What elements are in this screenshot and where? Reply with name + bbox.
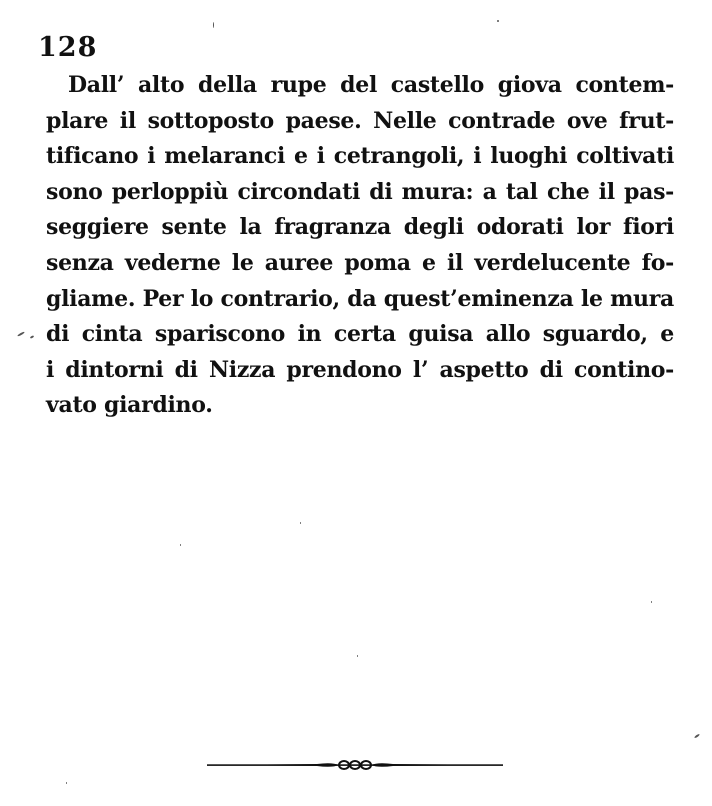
text-line: sono perloppiù circondati di mura: a tal che il pas- [46, 178, 674, 205]
page-number: 128 [38, 32, 98, 63]
paragraph [46, 68, 674, 424]
text-line: vato giardino. [46, 392, 213, 419]
ink-speck [357, 655, 358, 657]
text-line: senza vederne le auree poma e il verdelucente fo- [46, 249, 674, 276]
text-line: Dall’ alto della rupe del castello giova contem- [68, 72, 674, 98]
ink-speck [30, 335, 34, 339]
text-line: plare il sottoposto paese. Nelle contrade ove frut- [46, 107, 674, 134]
ornamental-divider [207, 756, 503, 774]
ink-speck [497, 20, 499, 22]
ink-speck [66, 782, 67, 784]
text-line: tificano i melaranci e i cetrangoli, i luoghi coltivati [46, 143, 674, 170]
ink-speck [651, 601, 652, 603]
ink-speck [180, 544, 181, 546]
text-line: seggiere sente la fragranza degli odorati lor fiori [46, 214, 674, 241]
text-line: gliame. Per lo contrario, da quest’eminenza le mura [46, 285, 674, 312]
ink-speck [213, 22, 214, 28]
ink-speck [694, 733, 700, 738]
ink-speck [17, 331, 25, 337]
text-line: di cinta spariscono in certa guisa allo sguardo, e [46, 321, 674, 348]
ink-speck [300, 522, 301, 524]
text-line: i dintorni di Nizza prendono l’ aspetto di contino- [46, 356, 674, 383]
